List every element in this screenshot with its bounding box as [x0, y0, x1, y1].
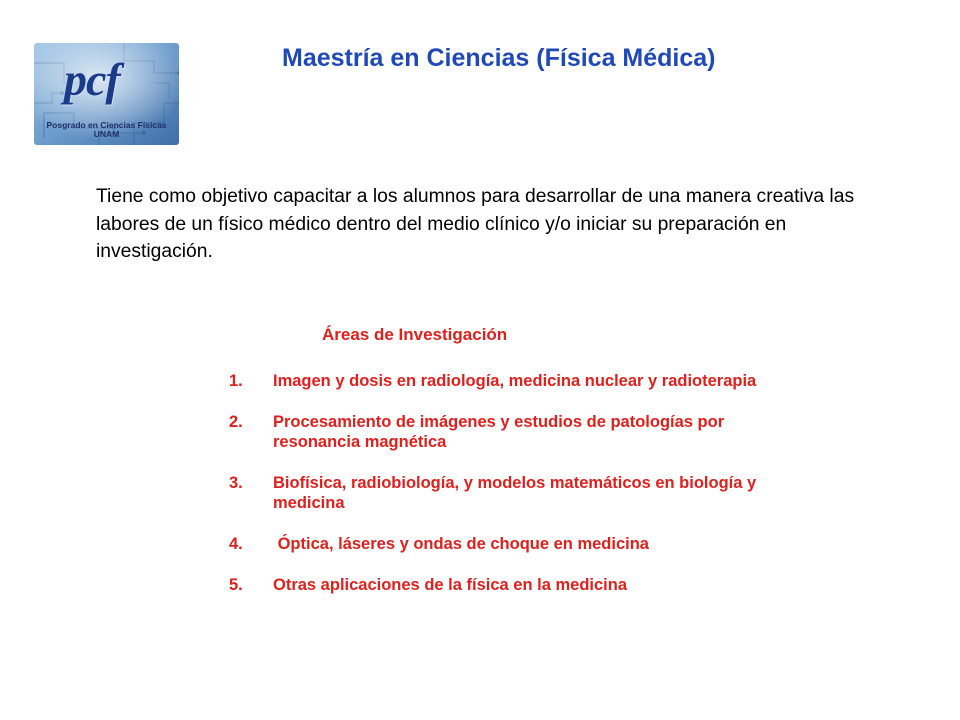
- pcf-logo: [34, 43, 179, 145]
- area-item: [229, 575, 769, 595]
- area-text: Biofísica, radiobiología, y modelos matemáticos en biología y medicina: [273, 474, 757, 512]
- area-text: Imagen y dosis en radiología, medicina nuclear y radioterapia: [273, 372, 757, 390]
- area-item: [229, 371, 769, 391]
- areas-heading: Áreas de Investigación: [322, 325, 508, 344]
- area-number: 2.: [229, 413, 243, 431]
- logo-line-1: Posgrado en Ciencias Físicas: [46, 120, 167, 130]
- area-number: 5.: [229, 576, 243, 594]
- area-text: Procesamiento de imágenes y estudios de patologías por resonancia magnética: [273, 413, 725, 451]
- area-item: [229, 412, 769, 452]
- logo-mark: pcf: [64, 54, 120, 105]
- area-text: Otras aplicaciones de la física en la medicina: [273, 576, 627, 594]
- logo-line-2: UNAM: [93, 129, 120, 139]
- area-number: 1.: [229, 372, 243, 390]
- page-title: Maestría en Ciencias (Física Médica): [282, 44, 716, 72]
- area-item: [229, 534, 769, 554]
- area-number: 3.: [229, 474, 243, 492]
- intro-paragraph: Tiene como objetivo capacitar a los alumnos para desarrollar de una manera creativa las labores de un físico médico dentro del medio clínico y/o iniciar su preparación en investigación.: [96, 186, 855, 262]
- areas-list: [229, 371, 769, 616]
- area-item: [229, 473, 769, 513]
- area-text: Óptica, láseres y ondas de choque en medicina: [273, 535, 649, 553]
- area-number: 4.: [229, 535, 243, 553]
